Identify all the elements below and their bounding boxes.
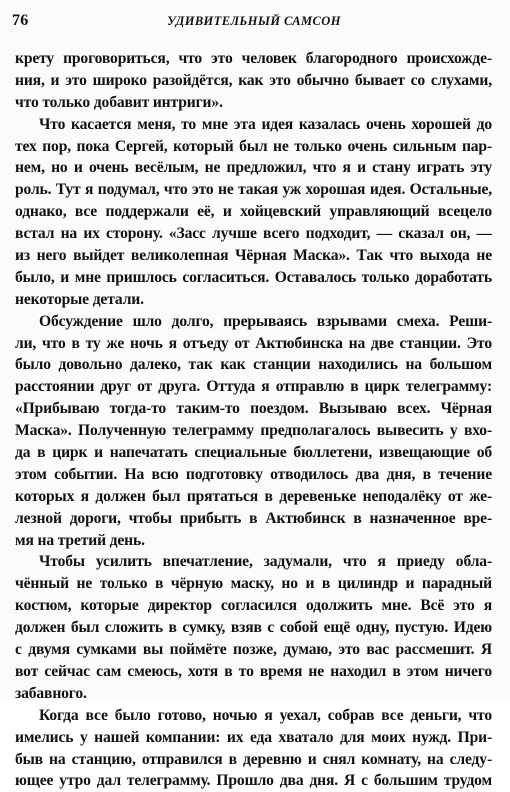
text-line: быв на станцию, отправился в деревню и снял комнату, на следу- (15, 750, 492, 768)
page-number: 76 (12, 12, 29, 29)
text-line: роль. Тут я подумал, что это не такая уж хорошая идея. Остальные, (15, 181, 492, 199)
text-line: нем, но и очень весёлым, не предложил, что я и стану играть эту (15, 159, 492, 177)
text-line: вот сейчас сам смеюсь, хотя в то время не находил в этом ничего (15, 662, 492, 680)
text-line: однако, все поддержали её, и хойцевский управляющий всецело (15, 203, 492, 221)
text-line: было довольно далеко, так как станции находились на большом (15, 356, 492, 374)
text-line: из него выйдет великолепная Чёрная Маска». Так что выхода не (15, 247, 492, 265)
text-line: Что касается меня, то мне эта идея казалась очень хорошей до (39, 115, 492, 133)
text-line: ющее утро дал телеграмму. Прошло два дня. Я с большим трудом (15, 772, 492, 790)
running-title: УДИВИТЕЛЬНЫЙ САМСОН (167, 14, 341, 28)
page-header (12, 10, 496, 36)
text-line: Обсуждение шло долго, прерываясь взрывами смеха. Реши- (39, 312, 492, 330)
text-line: имелись у нашей компании: их еда хватало для моих нужд. При- (15, 728, 492, 746)
text-line: было, и мне пришлось согласиться. Оставалось только доработать (15, 268, 492, 286)
text-line: чённый не только в чёрную маску, но и в цилиндр и парадный (15, 575, 492, 593)
text-line: ния, и это широко разойдётся, как это обычно бывает со слухами, (15, 71, 492, 89)
text-line: Чтобы усилить впечатление, задумали, что я приеду обла- (39, 553, 492, 571)
text-line: с двумя сумками вы поймёте позже, думаю, это вас рассмешит. Я (15, 641, 492, 659)
text-line: что только добавит интриги». (15, 93, 223, 111)
text-line: ли, что в ту же ночь я отъеду от Актюбинска на две станции. Это (15, 334, 492, 352)
text-line: костюм, которые директор согласился одолжить мне. Всё это я (15, 597, 492, 615)
text-line: мя на третий день. (15, 531, 145, 549)
text-line: этом событии. На всю подготовку отводилось два дня, в течение (15, 465, 492, 483)
text-line: некоторые детали. (15, 290, 144, 308)
text-line: должен был сложить в сумку, взяв с собой ещё одну, пустую. Идею (15, 619, 492, 637)
text-line: тех пор, пока Сергей, который был не только очень сильным пар- (15, 137, 492, 155)
text-line: лезной дороги, чтобы прибыть в Актюбинск в назначенное вре- (15, 509, 492, 527)
text-line: да в цирк и напечатать специальные бюллетени, извещающие об (15, 444, 492, 462)
text-line: которых я должен был прятаться в деревеньке неподалёку от же- (15, 487, 492, 505)
text-line: крету проговориться, что это человек благородного происхожде- (15, 50, 492, 67)
text-line: Когда все было готово, ночью я уехал, собрав все деньги, что (39, 706, 492, 724)
text-line: встал на их сторону. «Засс лучше всего подходит, — сказал он, — (15, 225, 492, 243)
body-text (15, 48, 492, 792)
text-line: расстоянии друг от друга. Оттуда я отправлю в цирк телеграмму: (15, 378, 492, 396)
text-line: «Прибываю тогда-то таким-то поездом. Вызываю всех. Чёрная (15, 400, 492, 418)
text-line: Маска». Полученную телеграмму предполагалось вывесить у вхо- (15, 422, 492, 440)
text-line: забавного. (15, 684, 87, 702)
